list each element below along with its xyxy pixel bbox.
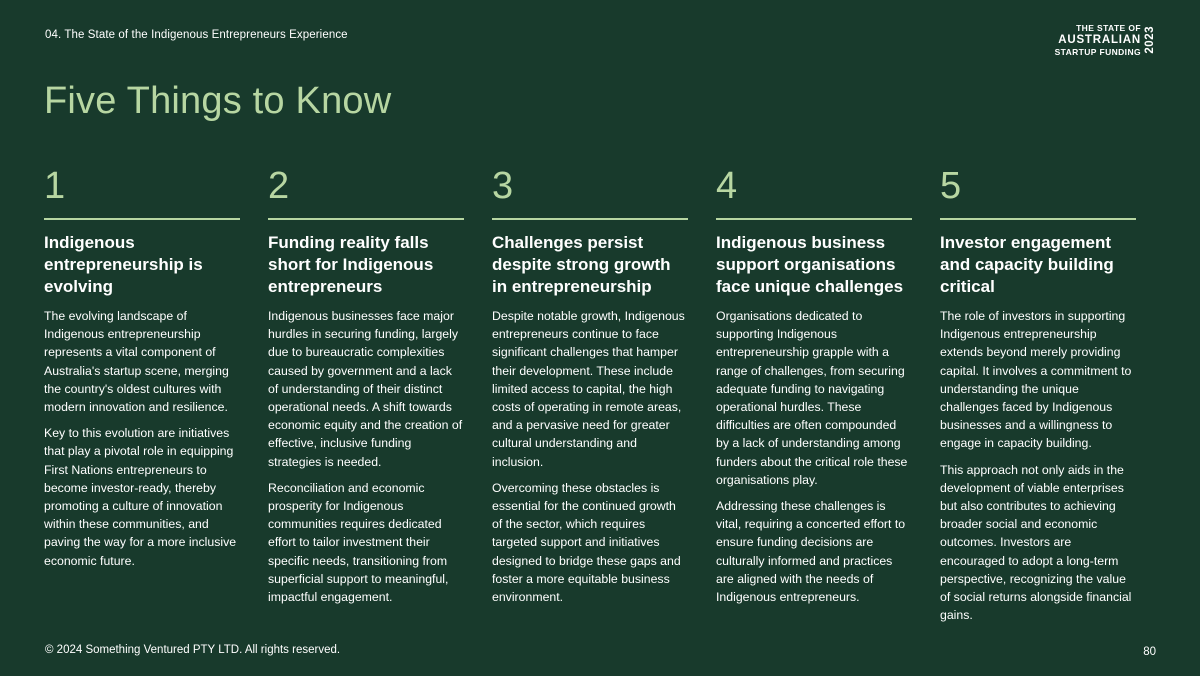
thing-column-5	[940, 162, 1136, 624]
page-number: 80	[1143, 646, 1156, 658]
thing-column-2	[268, 162, 464, 624]
thing-body	[716, 307, 912, 606]
brand-line-3: STARTUP FUNDING	[1054, 47, 1141, 57]
thing-paragraph: Indigenous businesses face major hurdles in securing funding, largely due to bureaucratic complexities caused by government and a lack of understanding of their distinct operational needs. A shift towards economic equity and the creation of effective, inclusive funding strategies is needed.	[268, 309, 463, 469]
divider	[44, 218, 240, 220]
thing-number: 4	[716, 165, 738, 207]
thing-paragraph: The role of investors in supporting Indigenous entrepreneurship extends beyond merely providing capital. It involves a commitment to understanding the unique challenges faced by Indigenous businesses and a willingness to engage in capacity building.	[940, 309, 1132, 451]
brand-year: 2023	[1144, 26, 1156, 54]
report-brand-logo	[1055, 22, 1156, 58]
thing-paragraph: Despite notable growth, Indigenous entrepreneurs continue to face significant challenges that hamper their development. These include limited access to capital, the high costs of operating in remote areas, and a pervasive need for greater cultural understanding and inclusion.	[492, 309, 685, 469]
thing-paragraph: Reconciliation and economic prosperity for Indigenous communities requires dedicated effort to tailor investment their specific needs, transitioning from superficial support to meaningful, impactful engagement.	[268, 480, 449, 605]
five-things-columns	[44, 162, 1136, 624]
brand-line-2: AUSTRALIAN	[1058, 34, 1141, 46]
thing-number: 3	[492, 165, 514, 207]
thing-paragraph: Organisations dedicated to supporting Indigenous entrepreneurship grapple with a range of challenges, from securing adequate funding to navigating operational hurdles. These difficulties are often compounded by a lack of understanding among funders about the critical role these organisations play.	[716, 309, 908, 487]
brand-line-1: THE STATE OF	[1076, 23, 1141, 33]
copyright-notice: © 2024 Something Ventured PTY LTD. All rights reserved.	[45, 644, 341, 656]
thing-body	[44, 307, 240, 570]
thing-number: 5	[940, 165, 962, 207]
thing-body	[268, 307, 464, 606]
thing-body	[492, 307, 688, 606]
thing-paragraph: Overcoming these obstacles is essential for the continued growth of the sector, which requires targeted support and initiatives designed to bridge these gaps and foster a more equitable business environment.	[492, 480, 681, 605]
brand-text	[1055, 22, 1141, 58]
thing-paragraph: The evolving landscape of Indigenous entrepreneurship represents a vital component of Australia's startup scene, merging the country's oldest cultures with modern innovation and resilience.	[44, 309, 229, 415]
thing-number: 1	[44, 165, 66, 207]
thing-column-3	[492, 162, 688, 624]
thing-paragraph: Key to this evolution are initiatives that play a pivotal role in equipping First Nations entrepreneurs to become investor-ready, thereby promoting a culture of innovation within these communities, and paving the way for a more inclusive economic future.	[44, 426, 237, 568]
thing-heading: Indigenous business support organisations face unique challenges	[716, 233, 904, 296]
thing-column-4	[716, 162, 912, 624]
page-title: Five Things to Know	[44, 80, 392, 122]
thing-number: 2	[268, 165, 290, 207]
thing-heading: Investor engagement and capacity building critical	[940, 233, 1114, 296]
thing-body	[940, 307, 1136, 624]
thing-paragraph: This approach not only aids in the development of viable enterprises but also contributes to achieving broader social and economic outcomes. Investors are encouraged to adopt a long-term perspective, recognizing the value of social returns alongside financial gains.	[940, 462, 1132, 623]
thing-heading: Challenges persist despite strong growth in entrepreneurship	[492, 233, 671, 296]
divider	[716, 218, 912, 220]
divider	[940, 218, 1136, 220]
thing-heading: Funding reality falls short for Indigenous entrepreneurs	[268, 233, 434, 296]
section-label: 04. The State of the Indigenous Entrepreneurs Experience	[45, 29, 348, 41]
divider	[268, 218, 464, 220]
thing-column-1	[44, 162, 240, 624]
thing-heading: Indigenous entrepreneurship is evolving	[44, 233, 203, 296]
thing-paragraph: Addressing these challenges is vital, requiring a concerted effort to ensure funding decisions are culturally informed and practices are aligned with the needs of Indigenous entrepreneurs.	[716, 499, 906, 605]
divider	[492, 218, 688, 220]
